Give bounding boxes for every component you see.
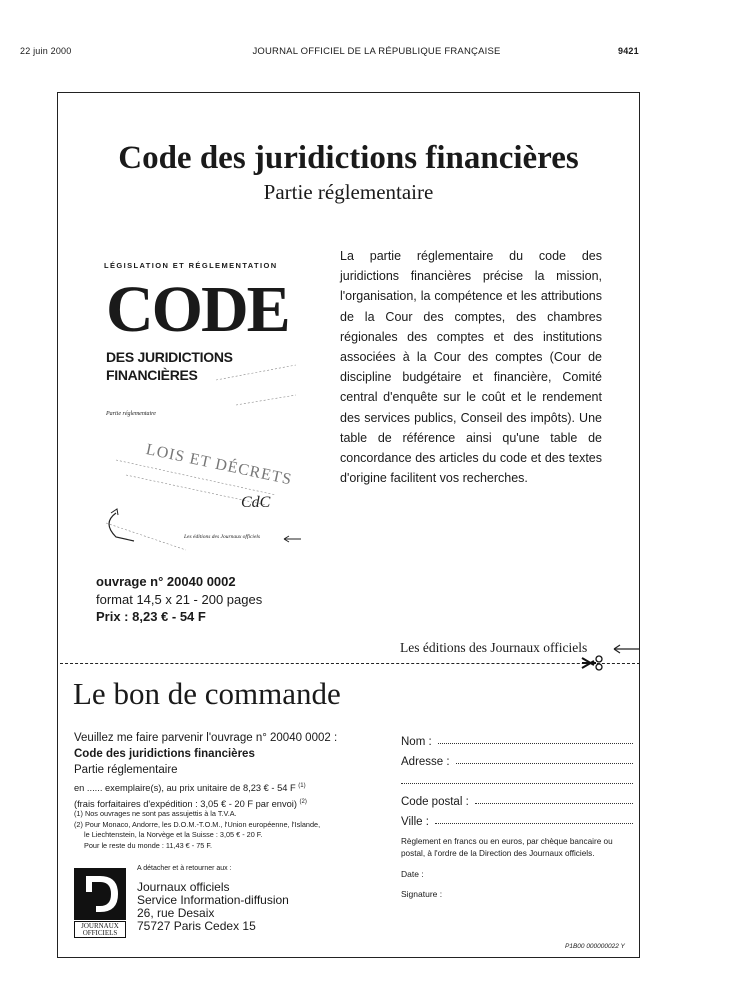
header-journal: JOURNAL OFFICIEL DE LA RÉPUBLIQUE FRANÇAISE [252, 46, 501, 57]
book-description: La partie réglementaire du code des juridictions financières précise la mission, l'organisation, la compétence et les attributions de la Cour des comptes, des chambres régionales des comptes et des institutions associées à la Cour des comptes (Cour de discipline budgétaire et financière, Comité central d'enquête sur le coût et le rendement des services publics, Conseil des impôts). Une table de référence ainsi qu'une table de concordance des articles du code et des textes d'origine facilitent vos recherches. [340, 249, 602, 486]
cover-code: CODE [106, 273, 289, 346]
note-2: (2) Pour Monaco, Andorre, les D.O.M.-T.O.M., l'Union européenne, l'Islande, [74, 819, 321, 829]
cut-line [60, 663, 640, 664]
address-line2: Service Information-diffusion [137, 893, 289, 907]
code-postal-field[interactable] [401, 788, 633, 808]
book-subtitle: Partie réglementaire [263, 180, 434, 204]
cover-decoration [96, 255, 311, 565]
address-line4: 75727 Paris Cedex 15 [137, 919, 256, 933]
note-3: le Liechtenstein, la Norvège et la Suisse : 3,05 € - 20 F. [84, 830, 263, 840]
detach-label: A détacher et à retourner aux : [137, 865, 232, 872]
order-notes [74, 809, 374, 852]
note-4: Pour le reste du monde : 11,43 € - 75 F. [84, 841, 213, 851]
address-line3: 26, rue Desaix [137, 906, 215, 920]
ville-field[interactable] [401, 808, 633, 828]
header-page-number: 9421 [618, 46, 639, 56]
header-date: 22 juin 2000 [20, 46, 72, 56]
order-line1: Veuillez me faire parvenir l'ouvrage n° 20040 0002 : [74, 732, 338, 744]
logo-line2: OFFICIELS [82, 929, 118, 937]
nom-field[interactable] [401, 728, 633, 748]
svg-text:CdC: CdC [241, 494, 271, 511]
nom-label: Nom : [401, 736, 432, 748]
arrow-left-icon [612, 643, 642, 655]
journaux-officiels-logo [74, 868, 126, 936]
order-book-title: Code des juridictions financières [74, 748, 255, 760]
return-address [137, 881, 289, 933]
cover-line2: FINANCIÈRES [106, 367, 198, 383]
code-postal-label: Code postal : [401, 796, 469, 808]
adresse-label: Adresse : [401, 756, 450, 768]
order-title: Le bon de commande [73, 676, 341, 711]
adresse-field[interactable] [401, 748, 633, 768]
book-format: format 14,5 x 21 - 200 pages [96, 591, 263, 607]
order-quantity-line: en ...... exemplaire(s), au prix unitaire de 8,23 € - 54 F $^{(1)}$ [74, 783, 306, 794]
book-price: Prix : 8,23 € - 54 F [96, 609, 206, 624]
cover-series: LÉGISLATION ET RÉGLEMENTATION [104, 261, 278, 270]
book-ouvrage-number: ouvrage n° 20040 0002 [96, 574, 236, 589]
date-field[interactable]: Date : [401, 869, 424, 879]
editions-label: Les éditions des Journaux officiels [400, 640, 588, 655]
scissors-icon [580, 654, 606, 672]
order-shipping-line: (frais forfaitaires d'expédition : 3,05 € - 20 F par envoi) $^{(2)}$ [74, 799, 307, 810]
cover-part: Partie réglementaire [106, 411, 156, 417]
signature-field[interactable]: Signature : [401, 889, 443, 899]
ville-label: Ville : [401, 816, 429, 828]
reference-code: P1B00 000000022 Y [565, 943, 625, 950]
cover-line1: DES JURIDICTIONS [106, 349, 233, 365]
cover-stamp: LOIS ET DÉCRETS [144, 441, 294, 489]
order-form [401, 728, 633, 899]
address-line1: Journaux officiels [137, 880, 230, 894]
book-info [96, 573, 262, 626]
cover-publisher: Les éditions des Journaux officiels [184, 534, 261, 540]
order-details [74, 730, 379, 812]
book-cover [96, 255, 311, 565]
reglement-text: Règlement en francs ou en euros, par chèque bancaire ou postal, à l'ordre de la Direction des Journaux officiels. [401, 837, 613, 858]
order-book-part: Partie réglementaire [74, 764, 178, 776]
book-title: Code des juridictions financières [118, 140, 579, 176]
logo-line1: JOURNAUX [81, 922, 119, 930]
adresse-extra-line[interactable] [401, 768, 633, 788]
note-1: (1) Nos ouvrages ne sont pas assujettis à la T.V.A. [74, 809, 237, 818]
